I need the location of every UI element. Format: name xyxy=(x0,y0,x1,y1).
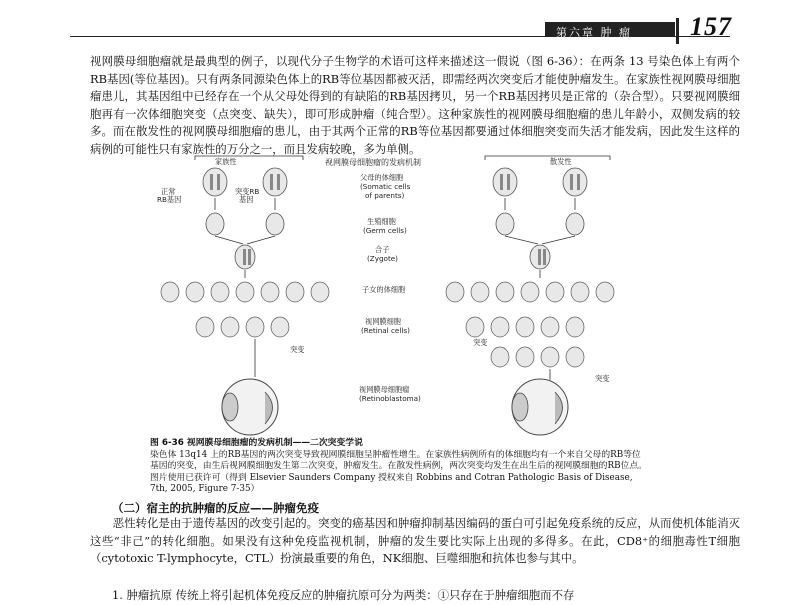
mutation-label-right-1: 突变 xyxy=(473,338,488,347)
sporadic-label: 散发性 xyxy=(550,157,572,166)
mutation-label-right-2: 突变 xyxy=(595,374,610,383)
caption-body: 染色体 13q14 上的RB基因的两次突变导致视网膜细胞呈肿瘤性增生。在家族性病例所有的体细胞均有一个来自父母的RB等位基因的突变，由生后视网膜细胞发生第二次突变，肿瘤发生。在散发性病例，两次突变均发生在出生后的视网膜细胞的RB位点。图片使用已获许可（得到 Elsevier Saunders Company 授权来自 Robbins and Cotran Pathologic Basis of Disease, 7th, 2005, Figure 7-35） xyxy=(150,449,647,494)
sporadic-bracket xyxy=(485,156,610,160)
figure-retinoblastoma-mechanism xyxy=(155,152,640,437)
normal-gene-label-2: RB基因 xyxy=(157,195,182,204)
figure-title: 视网膜母细胞瘤的发病机制 xyxy=(325,158,421,167)
row-label-retinoblastoma: 视网膜母细胞瘤 xyxy=(359,385,410,394)
figure-caption xyxy=(150,438,648,496)
row-label-zygote-en: (Zygote) xyxy=(367,254,398,263)
paragraph-rb-hypothesis: 视网膜母细胞瘤就是最典型的例子，以现代分子生物学的术语可这样来描述这一假说（图 6-36）：在两条 13 号染色体上有两个RB基因(等位基因)。只有两条同源染色体上的RB等位基因都被灭活，即需经两次突变后才能使肿瘤发生。在家族性视网膜母细胞瘤患儿，其基因组中已经存在一个从父母处得到的有缺陷的RB基因拷贝，另一个RB基因拷贝是正常的（杂合型）。只要视网膜细胞再有一次体细胞突变（点突变、缺失），即可形成肿瘤（纯合型）。这种家族性的视网膜母细胞瘤的患儿年龄小，双侧发病的较多。而在散发性的视网膜母细胞瘤的患儿，由于其两个正常的RB等位基因都要通过体细胞突变而失活才能发病，因此发生这样的病例的可能性只有家族性的万分之一，而且发病较晚，多为单侧。 xyxy=(90,54,740,156)
paragraph-tumor-immunity: 恶性转化是由于遗传基因的改变引起的。突变的癌基因和肿瘤抑制基因编码的蛋白可引起免疫系统的反应，从而使机体能消灭这些“非己”的转化细胞。如果没有这种免疫监视机制，肿瘤的发生要比实际上出现的多得多。在此，CD8⁺的细胞毒性T细胞（cytotoxic T-lymphocyte，CTL）扮演最重要的角色，NK细胞、巨噬细胞和抗体也参与其中。 xyxy=(90,516,740,565)
paragraph-tumor-antigen: 1. 肿瘤抗原 传统上将引起机体免疫反应的肿瘤抗原可分为两类：①只存在于肿瘤细胞而不存 xyxy=(112,588,575,602)
row-label-retinal: 视网膜细胞 xyxy=(365,317,401,326)
normal-gene-label: 正常 xyxy=(161,187,176,196)
row-label-retinoblastoma-en: (Retinoblastoma) xyxy=(359,394,421,403)
row-label-germ: 生殖细胞 xyxy=(367,217,396,226)
mutation-label-left: 突变 xyxy=(290,345,305,354)
row-label-parents: 父母的体细胞 xyxy=(360,173,404,182)
caption-title: 图 6-36 视网膜母细胞瘤的发病机制——二次突变学说 xyxy=(150,438,363,448)
chapter-title: 第六章 肿 瘤 xyxy=(556,26,632,39)
row-label-parents-en2: of parents) xyxy=(365,191,405,200)
row-label-children: 子女的体细胞 xyxy=(362,285,406,294)
section-title: （二）宿主的抗肿瘤的反应——肿瘤免疫 xyxy=(112,501,319,515)
familial-label: 家族性 xyxy=(215,157,237,166)
header-marker xyxy=(676,18,679,44)
right-eye xyxy=(512,379,568,435)
left-eye xyxy=(222,379,278,435)
mutant-gene-label: 突变RB xyxy=(235,187,260,196)
row-label-retinal-en: (Retinal cells) xyxy=(361,326,410,335)
mutant-gene-label-2: 基因 xyxy=(239,195,254,204)
row-label-zygote: 合子 xyxy=(375,245,390,254)
page-number: 157 xyxy=(690,12,732,41)
page-header xyxy=(0,0,800,44)
row-label-germ-en: (Germ cells) xyxy=(363,226,407,235)
familial-bracket xyxy=(195,156,303,160)
row-label-parents-en: (Somatic cells xyxy=(360,182,411,191)
